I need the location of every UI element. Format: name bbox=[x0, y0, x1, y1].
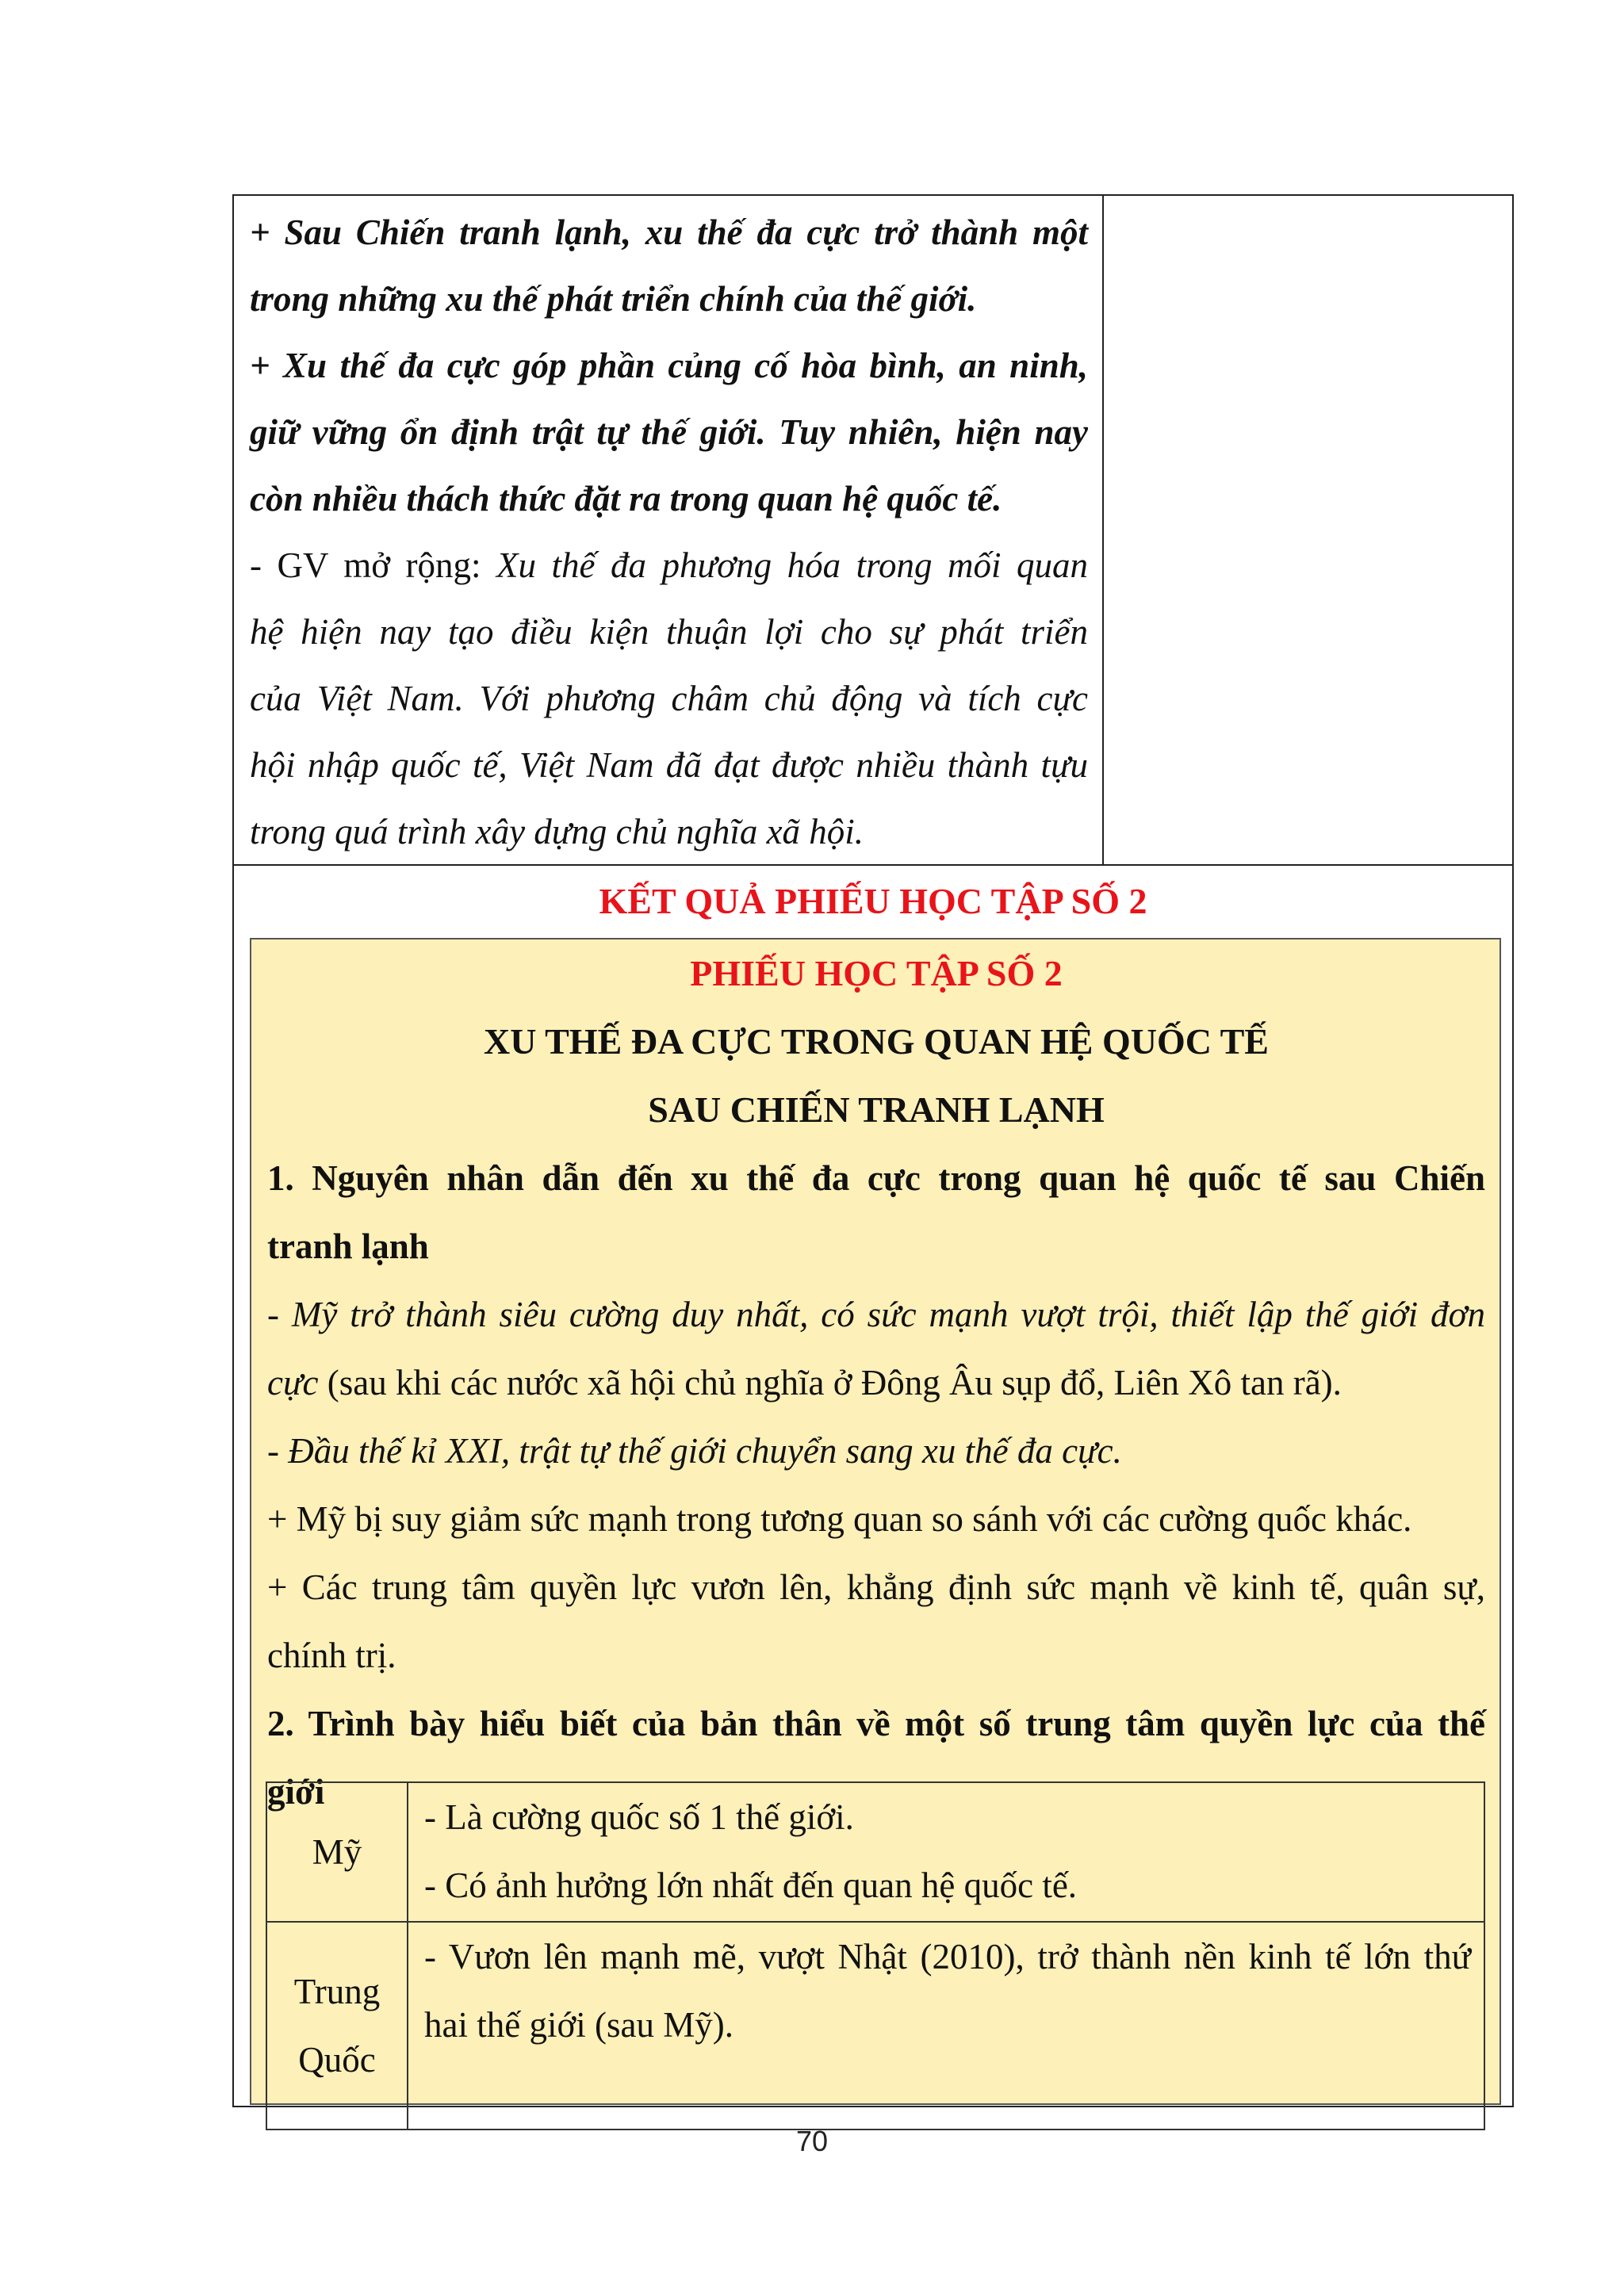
description-line: - Vươn lên mạnh mẽ, vượt Nhật (2010), trở thành nền kinh tế lớn thứ bbox=[424, 1937, 1471, 1976]
result-title: KẾT QUẢ PHIẾU HỌC TẬP SỐ 2 bbox=[599, 881, 1147, 921]
text-line bbox=[267, 1212, 1485, 1280]
text-span: cực bbox=[267, 1363, 319, 1402]
text-span: Xu thế đa phương hóa trong mối quan bbox=[496, 545, 1088, 585]
content-table bbox=[232, 194, 1514, 2107]
text-line bbox=[250, 732, 1088, 798]
text-line bbox=[250, 599, 1088, 665]
text-span: 1. Nguyên nhân dẫn đến xu thế đa cực trong quan hệ quốc tế sau Chiến bbox=[267, 1158, 1485, 1198]
text-span: 2. Trình bày hiểu biết của bản thân về một số trung tâm quyền lực của thế bbox=[267, 1704, 1485, 1743]
text-line bbox=[267, 1689, 1485, 1758]
text-line bbox=[250, 199, 1088, 266]
worksheet-heading-1: XU THẾ ĐA CỰC TRONG QUAN HỆ QUỐC TẾ bbox=[484, 1021, 1269, 1062]
text-span: + Xu thế đa cực góp phần củng cố hòa bình, an ninh, bbox=[250, 346, 1088, 385]
text-line bbox=[250, 465, 1088, 532]
text-span: (sau khi các nước xã hội chủ nghĩa ở Đông Âu sụp đổ, Liên Xô tan rã). bbox=[318, 1363, 1342, 1402]
description-line: - Là cường quốc số 1 thế giới. bbox=[424, 1797, 854, 1837]
text-line bbox=[267, 1553, 1485, 1621]
text-span: giới bbox=[267, 1772, 325, 1812]
text-span: tranh lạnh bbox=[267, 1226, 429, 1266]
text-span: trong quá trình xây dựng chủ nghĩa xã hội. bbox=[250, 812, 864, 851]
text-span: hệ hiện nay tạo điều kiện thuận lợi cho sự phát triển bbox=[250, 612, 1088, 652]
text-line bbox=[267, 1349, 1485, 1417]
country-cell: Mỹ bbox=[266, 1782, 408, 1922]
description-cell bbox=[408, 1782, 1484, 1922]
text-line bbox=[250, 399, 1088, 465]
description-line: hai thế giới (sau Mỹ). bbox=[424, 2005, 733, 2045]
text-span: - Mỹ trở thành siêu cường duy nhất, có sức mạnh vượt trội, thiết lập thế giới đơn bbox=[267, 1295, 1485, 1334]
text-line bbox=[267, 1621, 1485, 1689]
text-span: giữ vững ổn định trật tự thế giới. Tuy nhiên, hiện nay bbox=[250, 412, 1088, 452]
country-line: Quốc bbox=[298, 2040, 376, 2080]
text-span: + Các trung tâm quyền lực vươn lên, khẳng định sức mạnh về kinh tế, quân sự, bbox=[267, 1567, 1485, 1607]
text-span: của Việt Nam. Với phương châm chủ động và tích cực bbox=[250, 679, 1088, 718]
text-span: + Mỹ bị suy giảm sức mạnh trong tương quan so sánh với các cường quốc khác. bbox=[267, 1499, 1412, 1539]
worksheet-heading-2: SAU CHIẾN TRANH LẠNH bbox=[648, 1089, 1105, 1130]
page-number: 70 bbox=[795, 2125, 829, 2157]
country-cell bbox=[266, 1922, 408, 2130]
text-line bbox=[250, 798, 1088, 865]
table-row bbox=[266, 1782, 1484, 1922]
text-span: - Đầu thế kỉ XXI, trật tự thế giới chuyển sang xu thế đa cực. bbox=[267, 1431, 1122, 1471]
text-line bbox=[267, 1485, 1485, 1553]
text-line bbox=[250, 532, 1088, 599]
text-line bbox=[250, 665, 1088, 732]
text-span: hội nhập quốc tế, Việt Nam đã đạt được nhiều thành tựu bbox=[250, 745, 1088, 785]
text-span: + Sau Chiến tranh lạnh, xu thế đa cực trở thành một bbox=[250, 212, 1088, 252]
text-line bbox=[267, 1144, 1485, 1212]
description-line: - Có ảnh hưởng lớn nhất đến quan hệ quốc tế. bbox=[424, 1866, 1078, 1905]
table-row bbox=[266, 1922, 1484, 2130]
text-line bbox=[250, 332, 1088, 399]
text-span: trong những xu thế phát triển chính của thế giới. bbox=[250, 279, 977, 319]
text-span: - GV mở rộng: bbox=[250, 545, 497, 585]
text-span: còn nhiều thách thức đặt ra trong quan hệ quốc tế. bbox=[250, 479, 1002, 519]
activity-cell bbox=[234, 196, 1104, 866]
worksheet-title: PHIẾU HỌC TẬP SỐ 2 bbox=[690, 953, 1063, 993]
text-span: chính trị. bbox=[267, 1636, 396, 1675]
worksheet-body bbox=[267, 1144, 1485, 1826]
empty-cell bbox=[1104, 196, 1512, 866]
country-line: Trung bbox=[293, 1972, 381, 2011]
power-centers-table bbox=[266, 1781, 1485, 2130]
description-cell bbox=[408, 1922, 1484, 2130]
text-line bbox=[267, 1280, 1485, 1349]
text-line bbox=[250, 266, 1088, 332]
text-line bbox=[267, 1417, 1485, 1485]
